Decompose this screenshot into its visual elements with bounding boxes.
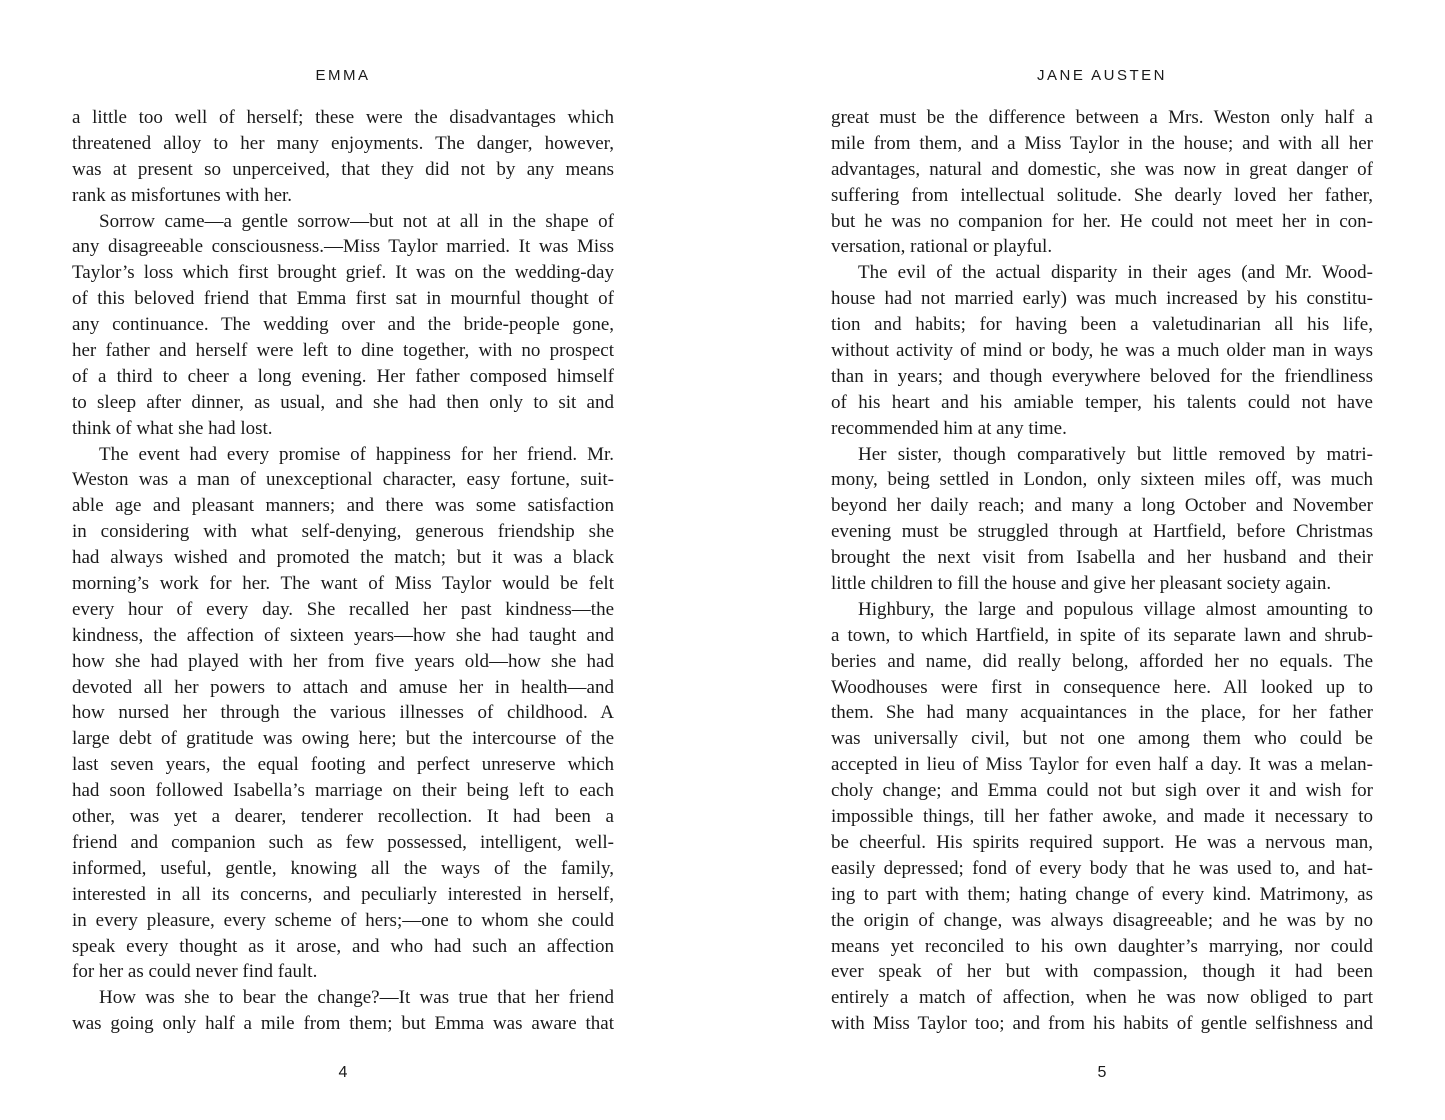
text-line: how she had played with her from five years old—how she had [72, 650, 614, 672]
text-line: without activity of mind or body, he was a much older man in ways [831, 340, 1373, 362]
text-line: ing to part with them; hating change of every kind. Matrimony, as [831, 883, 1373, 905]
left-page [72, 0, 614, 1120]
text-line: advantages, natural and domestic, she was now in great danger of [831, 158, 1373, 180]
text-line: Sorrow came—a gentle sorrow—but not at all in the shape of [99, 210, 614, 232]
text-line: kindness, the affection of sixteen years—how she had taught and [72, 624, 614, 646]
text-line: a town, to which Hartfield, in spite of its separate lawn and shrub- [831, 624, 1373, 646]
text-line: was universally civil, but not one among them who could be [831, 728, 1373, 750]
text-line: speak every thought as it arose, and who had such an affection [72, 935, 614, 957]
text-line: them. She had many acquaintances in the place, for her father [831, 702, 1373, 724]
running-head-left: EMMA [315, 67, 371, 84]
text-line: recommended him at any time. [831, 417, 1067, 439]
text-line: ever speak of her but with compassion, though it had been [831, 961, 1373, 983]
text-line: think of what she had lost. [72, 417, 273, 439]
text-line: means yet reconciled to his own daughter’s marrying, nor could [831, 935, 1373, 957]
text-line: How was she to bear the change?—It was true that her friend [99, 987, 614, 1009]
text-line: Taylor’s loss which first brought grief. It was on the wedding-day [72, 262, 614, 284]
text-line: beyond her daily reach; and many a long October and November [831, 495, 1373, 517]
text-line: every hour of every day. She recalled her past kindness—the [72, 598, 614, 620]
page-number-right: 5 [1097, 1064, 1107, 1081]
text-line: how nursed her through the various illnesses of childhood. A [72, 702, 614, 724]
text-line: suffering from intellectual solitude. She dearly loved her father, [831, 184, 1373, 206]
text-line: devoted all her powers to attach and amuse her in health—and [72, 676, 614, 698]
right-page [831, 0, 1373, 1120]
text-line: was going only half a mile from them; but Emma was aware that [72, 1013, 614, 1035]
text-line: in considering with what self-denying, generous friendship she [72, 521, 614, 543]
text-line: for her as could never find fault. [72, 961, 318, 983]
text-line: of a third to cheer a long evening. Her father composed himself [72, 365, 614, 387]
text-line: mile from them, and a Miss Taylor in the house; and with all her [831, 132, 1373, 154]
text-line: choly change; and Emma could not but sigh over it and wish for [831, 780, 1373, 802]
text-line: had always wished and promoted the match; but it was a black [72, 547, 614, 569]
text-line: evening must be struggled through at Hartfield, before Christmas [831, 521, 1373, 543]
text-line: rank as misfortunes with her. [72, 184, 293, 206]
text-line: but he was no companion for her. He could not meet her in con- [831, 210, 1373, 232]
text-line: other, was yet a dearer, tenderer recollection. It had been a [72, 806, 614, 828]
text-line: with Miss Taylor too; and from his habits of gentle selfishness and [831, 1013, 1373, 1035]
text-line: little children to fill the house and give her pleasant society again. [831, 573, 1332, 595]
text-line: The evil of the actual disparity in their ages (and Mr. Wood- [858, 262, 1373, 284]
text-line: The event had every promise of happiness for her friend. Mr. [99, 443, 614, 465]
text-line: Highbury, the large and populous village almost amounting to [858, 598, 1373, 620]
text-line: of his heart and his amiable temper, his talents could not have [831, 391, 1373, 413]
text-line: was at present so unperceived, that they did not by any means [72, 158, 614, 180]
text-line: Her sister, though comparatively but little removed by matri- [858, 443, 1373, 465]
text-line: impossible things, till her father awoke, and made it necessary to [831, 806, 1373, 828]
body-text-right [831, 105, 1373, 1037]
text-line: threatened alloy to her many enjoyments. The danger, however, [72, 132, 614, 154]
text-line: tion and habits; for having been a valetudinarian all his life, [831, 314, 1373, 336]
text-line: her father and herself were left to dine together, with no prospect [72, 340, 614, 362]
text-line: interested in all its concerns, and peculiarly interested in herself, [72, 883, 614, 905]
text-line: last seven years, the equal footing and perfect unreserve which [72, 754, 614, 776]
text-line: informed, useful, gentle, knowing all the ways of the family, [72, 857, 614, 879]
text-line: Woodhouses were first in consequence here. All looked up to [831, 676, 1373, 698]
text-line: in every pleasure, every scheme of hers;—one to whom she could [72, 909, 614, 931]
text-line: to sleep after dinner, as usual, and she had then only to sit and [72, 391, 614, 413]
text-line: great must be the difference between a Mrs. Weston only half a [831, 107, 1373, 128]
text-line: a little too well of herself; these were the disadvantages which [72, 107, 614, 128]
text-line: house had not married early) was much increased by his constitu- [831, 288, 1373, 310]
text-line: entirely a match of affection, when he was now obliged to part [831, 987, 1373, 1009]
text-line: easily depressed; fond of every body that he was used to, and hat- [831, 857, 1373, 879]
text-line: friend and companion such as few possessed, intelligent, well- [72, 831, 614, 853]
text-line: mony, being settled in London, only sixteen miles off, was much [831, 469, 1373, 491]
text-line: be cheerful. His spirits required support. He was a nervous man, [831, 831, 1373, 853]
text-line: large debt of gratitude was owing here; but the intercourse of the [72, 728, 614, 750]
text-line: able age and pleasant manners; and there was some satisfaction [72, 495, 614, 517]
text-line: of this beloved friend that Emma first sat in mournful thought of [72, 288, 614, 310]
running-head-right: JANE AUSTEN [1036, 67, 1168, 84]
text-line: versation, rational or playful. [831, 236, 1053, 258]
text-line: accepted in lieu of Miss Taylor for even half a day. It was a melan- [831, 754, 1373, 776]
text-line: had soon followed Isabella’s marriage on their being left to each [72, 780, 614, 802]
text-line: any disagreeable consciousness.—Miss Taylor married. It was Miss [72, 236, 614, 258]
text-line: brought the next visit from Isabella and her husband and their [831, 547, 1373, 569]
text-line: morning’s work for her. The want of Miss Taylor would be felt [72, 573, 614, 595]
body-text-left [72, 105, 614, 1037]
page-number-left: 4 [338, 1064, 348, 1081]
text-line: Weston was a man of unexceptional character, easy fortune, suit- [72, 469, 614, 491]
text-line: any continuance. The wedding over and the bride-people gone, [72, 314, 614, 336]
text-line: the origin of change, was always disagreeable; and he was by no [831, 909, 1373, 931]
text-line: beries and name, did really belong, afforded her no equals. The [831, 650, 1373, 672]
text-line: than in years; and though everywhere beloved for the friendliness [831, 365, 1373, 387]
